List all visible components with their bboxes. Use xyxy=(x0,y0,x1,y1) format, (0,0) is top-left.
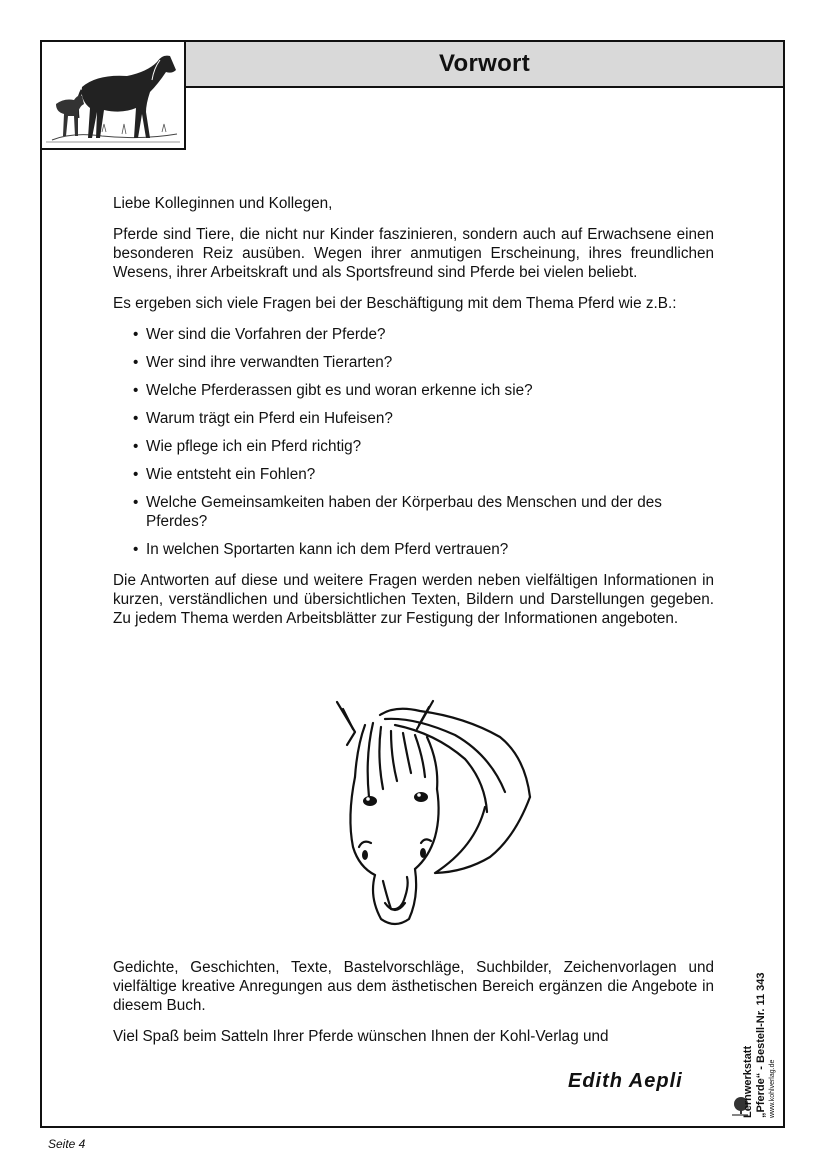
list-item: • Welche Gemeinsamkeiten haben der Körperbau des Menschen und der des Pferdes? xyxy=(133,493,714,531)
questions-intro: Es ergeben sich viele Fragen bei der Beschäftigung mit dem Thema Pferd wie z.B.: xyxy=(113,295,677,312)
list-item: • Wie entsteht ein Fohlen? xyxy=(133,465,714,484)
publisher-website: www.kohlverlag.de xyxy=(769,1059,776,1118)
greeting: Liebe Kolleginnen und Kollegen, xyxy=(113,195,333,212)
page-title: Vorwort xyxy=(439,50,530,77)
list-item: • Wie pflege ich ein Pferd richtig? xyxy=(133,437,714,456)
title-bar xyxy=(184,40,785,88)
horse-illustration-box xyxy=(40,40,186,150)
closing-text xyxy=(113,958,714,1058)
answers-paragraph: Die Antworten auf diese und weitere Fragen werden neben vielfältigen Informationen in kurzen, verständlichen und übersichtlichen Texten, Bildern und Darstellungen gegeben. Zu jedem Thema werden Arbeitsblätter zur Festigung der Informationen angeboten. xyxy=(113,572,714,627)
list-item: • Wer sind ihre verwandten Tierarten? xyxy=(133,353,714,372)
offers-paragraph: Gedichte, Geschichten, Texte, Bastelvorschläge, Suchbilder, Zeichenvorlagen und vielfältige kreative Anregungen aus dem ästhetischen Bereich ergänzen die Angebote in diesem Buch. xyxy=(113,959,714,1014)
series-name: Lernwerkstatt xyxy=(742,1045,754,1118)
main-text xyxy=(113,194,714,640)
question-list xyxy=(113,325,714,559)
list-item: • Wer sind die Vorfahren der Pferde? xyxy=(133,325,714,344)
intro-paragraph: Pferde sind Tiere, die nicht nur Kinder faszinieren, sondern auch auf Erwachsene einen besonderen Reiz ausüben. Wegen ihrer anmutigen Erscheinung, ihres freundlichen Wesens, ihrer Arbeitskraft und als Sportsfreund sind Pferde bei vielen beliebt. xyxy=(113,226,714,281)
laughing-horse-illustration xyxy=(325,697,535,932)
publisher-info xyxy=(742,878,777,1118)
list-item: • Warum trägt ein Pferd ein Hufeisen? xyxy=(133,409,714,428)
horse-and-foal-illustration xyxy=(42,42,184,148)
list-item: • Welche Pferderassen gibt es und woran erkenne ich sie? xyxy=(133,381,714,400)
list-item: • In welchen Sportarten kann ich dem Pferd vertrauen? xyxy=(133,540,714,559)
order-number: „Pferde“ - Bestell-Nr. 11 343 xyxy=(755,972,767,1118)
wishes-paragraph: Viel Spaß beim Satteln Ihrer Pferde wünschen Ihnen der Kohl-Verlag und xyxy=(113,1028,609,1045)
author-signature: Edith Aepli xyxy=(568,1070,683,1092)
page-number: Seite 4 xyxy=(48,1137,86,1151)
